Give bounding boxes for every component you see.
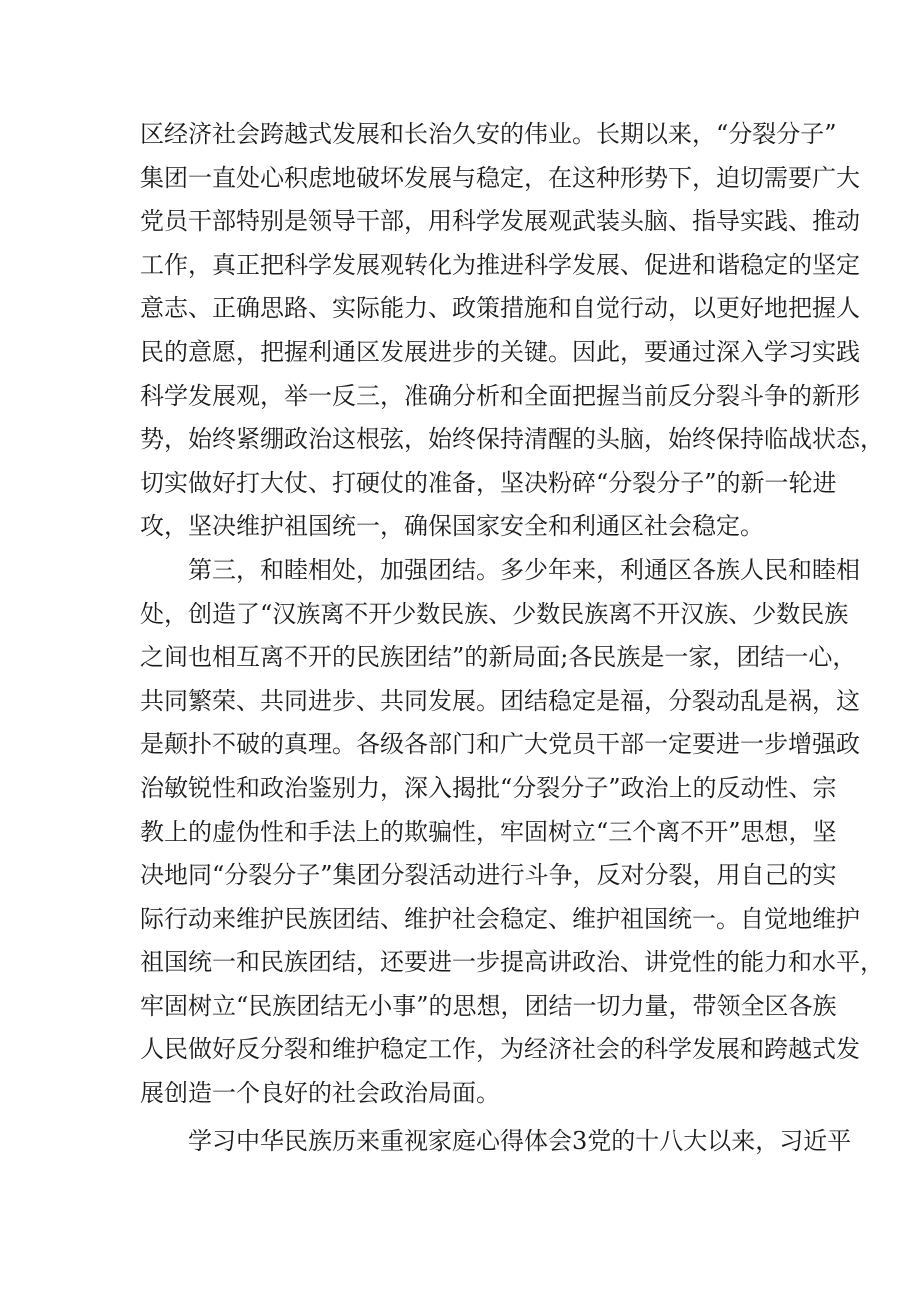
paragraph-1 — [140, 113, 884, 549]
text-line: 意志、正确思路、实际能力、政策措施和自觉行动，以更好地把握人 — [140, 294, 860, 323]
text-line: 集团一直处心积虑地破坏发展与稳定，在这种形势下，迫切需要广大 — [140, 163, 860, 192]
text-line: 区经济社会跨越式发展和长治久安的伟业。长期以来，“分裂分子” — [140, 120, 837, 148]
text-line: 处，创造了“汉族离不开少数民族、少数民族离不开汉族、少数民族 — [140, 599, 849, 628]
text-line: 之间也相互离不开的民族团结”的新局面;各民族是一家，团结一心， — [140, 643, 857, 672]
document-body — [140, 113, 884, 1163]
paragraph-2 — [140, 549, 884, 1116]
text-line: 治敏锐性和政治鉴别力，深入揭批“分裂分子”政治上的反动性、宗 — [140, 773, 837, 802]
text-line: 祖国统一和民族团结，还要进一步提高讲政治、讲党性的能力和水平， — [140, 948, 884, 977]
text-line: 切实做好打大仗、打硬仗的准备，坚决粉碎“分裂分子”的新一轮进 — [140, 468, 837, 497]
text-line: 党员干部特别是领导干部，用科学发展观武装头脑、指导实践、推动 — [140, 207, 860, 236]
paragraph-3 — [140, 1120, 852, 1164]
text-line: 际行动来维护民族团结、维护社会稳定、维护祖国统一。自觉地维护 — [140, 904, 860, 933]
text-line: 教上的虚伪性和手法上的欺骗性，牢固树立“三个离不开”思想，坚 — [140, 817, 837, 846]
text-line: 共同繁荣、共同进步、共同发展。团结稳定是福，分裂动乱是祸，这 — [140, 686, 860, 715]
text-line: 牢固树立“民族团结无小事”的思想，团结一切力量，带领全区各族 — [140, 991, 837, 1020]
text-line: 势，始终紧绷政治这根弦，始终保持清醒的头脑，始终保持临战状态， — [140, 425, 884, 454]
text-line: 第三，和睦相处，加强团结。多少年来，利通区各族人民和睦相 — [188, 555, 860, 584]
text-line: 人民做好反分裂和维护稳定工作，为经济社会的科学发展和跨越式发 — [140, 1035, 860, 1064]
text-line: 攻，坚决维护祖国统一，确保国家安全和利通区社会稳定。 — [140, 512, 764, 541]
text-line: 是颠扑不破的真理。各级各部门和广大党员干部一定要进一步增强政 — [140, 730, 860, 759]
text-line: 决地同“分裂分子”集团分裂活动进行斗争，反对分裂，用自己的实 — [140, 861, 837, 890]
text-line: 科学发展观，举一反三，准确分析和全面把握当前反分裂斗争的新形 — [140, 381, 860, 410]
text-line: 工作，真正把科学发展观转化为推进科学发展、促进和谐稳定的坚定 — [140, 250, 860, 279]
text-line: 展创造一个良好的社会政治局面。 — [140, 1079, 500, 1108]
text-line: 民的意愿，把握利通区发展进步的关键。因此，要通过深入学习实践 — [140, 337, 860, 366]
text-line: 学习中华民族历来重视家庭心得体会3党的十八大以来，习近平 — [188, 1126, 852, 1155]
